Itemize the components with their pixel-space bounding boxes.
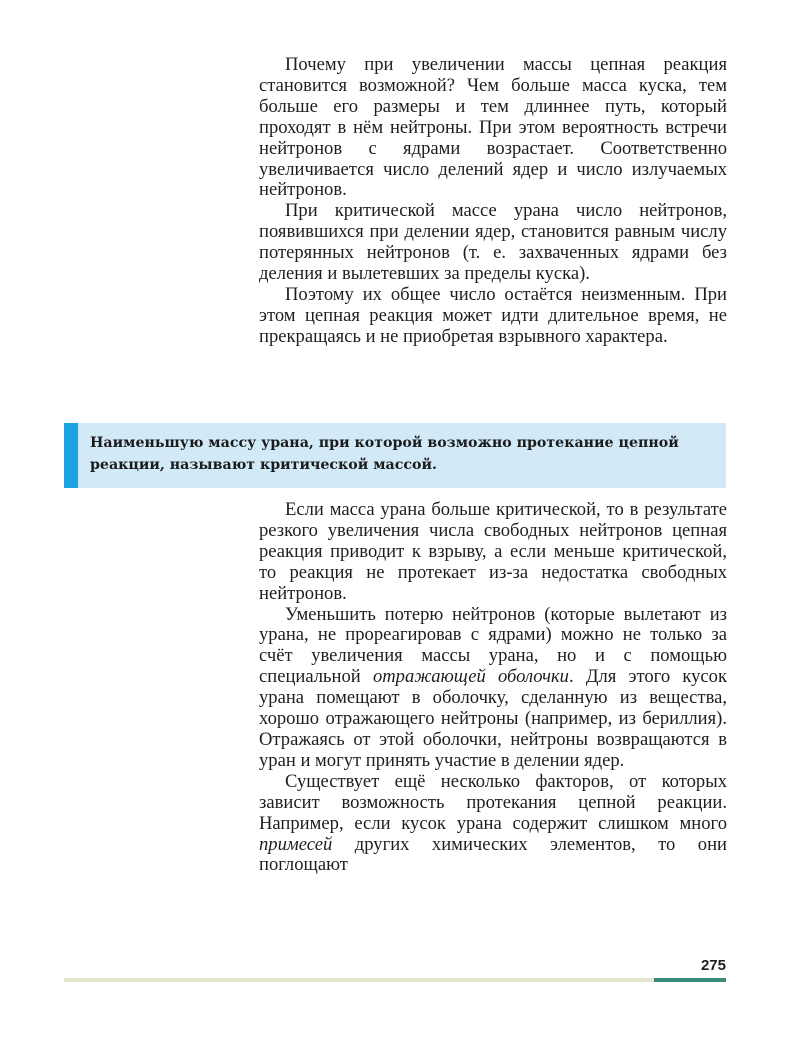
text-column-top bbox=[259, 55, 727, 348]
text-run: . Для этого кусок урана помещают в оболочку, сделанную из вещества, хорошо отражающего нейтроны (например, из бериллия). Отражаясь от этой оболочки, нейтроны возвращаются в уран и могут принять участие в делении ядер. bbox=[259, 666, 727, 771]
paragraph: Поэтому их общее число остаётся неизменным. При этом цепная реакция может идти длительное время, не прекращаясь и не приобретая взрывного характера. bbox=[259, 283, 727, 347]
text-run: других химических элементов, то они поглощают bbox=[259, 833, 727, 876]
paragraph bbox=[259, 772, 727, 877]
italic-term: примесей bbox=[259, 833, 333, 855]
footer-rule-accent bbox=[654, 978, 726, 982]
text-run: Существует ещё несколько факторов, от которых зависит возможность протекания цепной реакции. Например, если кусок урана содержит слишком много bbox=[259, 770, 727, 834]
page-number: 275 bbox=[700, 957, 726, 974]
definition-text: Наименьшую массу урана, при которой возможно протекание цепной реакции, называют критической массой. bbox=[90, 435, 679, 473]
paragraph bbox=[259, 605, 727, 772]
definition-callout bbox=[64, 423, 726, 488]
footer-rule bbox=[64, 978, 726, 982]
paragraph: Если масса урана больше критической, то в результате резкого увеличения числа свободных нейтронов цепная реакция приводит к взрыву, а если меньше критической, то реакция не протекает из-за недостатка свободных нейтронов. bbox=[259, 499, 727, 604]
text-column-bottom bbox=[259, 500, 727, 876]
paragraph: Почему при увеличении массы цепная реакция становится возможной? Чем больше масса куска, тем больше его размеры и тем длиннее путь, который проходят в нём нейтроны. При этом вероятность встречи нейтронов с ядрами возрастает. Соответственно увеличивается число делений ядер и число излучаемых нейтронов. bbox=[259, 54, 727, 201]
footer-rule-light bbox=[64, 978, 654, 982]
text-run: Уменьшить потерю нейтронов (которые вылетают из урана, не прореагировав с ядрами) можно не только за счёт увеличения массы урана, но и с помощью специальной bbox=[259, 603, 727, 688]
callout-accent-bar bbox=[64, 423, 78, 488]
paragraph: При критической массе урана число нейтронов, появившихся при делении ядер, становится равным числу потерянных нейтронов (т. е. захваченных ядрами без деления и вылетевших за пределы куска). bbox=[259, 200, 727, 285]
italic-term: отражающей оболочки bbox=[372, 666, 569, 688]
